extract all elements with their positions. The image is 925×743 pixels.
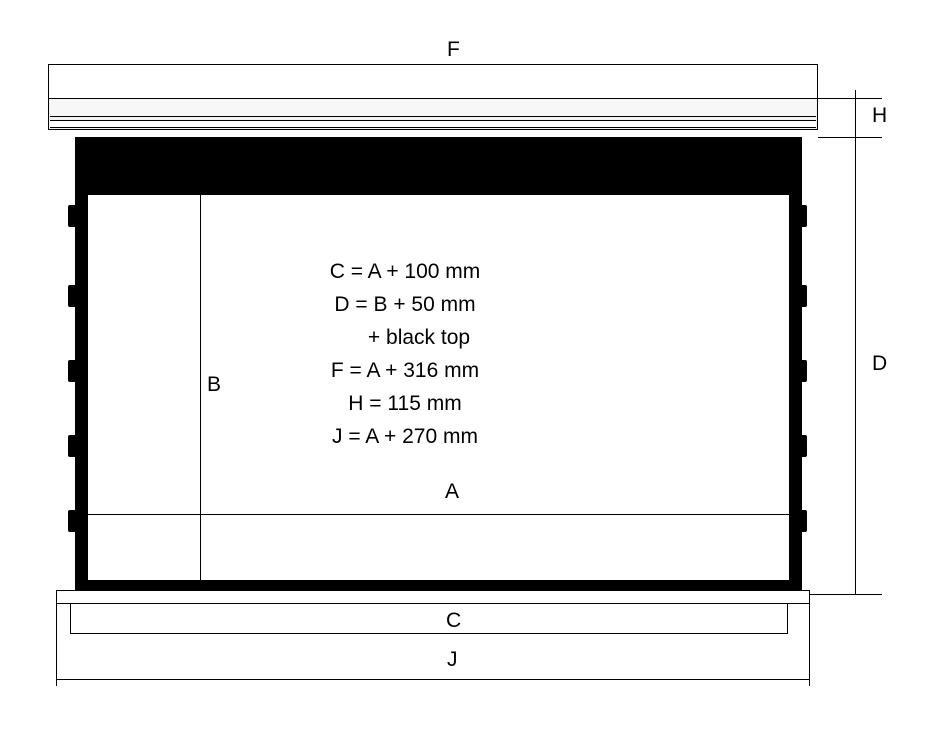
- casing-bottom-strip: [50, 120, 816, 128]
- formula-block: [255, 255, 555, 453]
- tension-tab-right-3: [793, 360, 807, 382]
- formula-line-black-top: + black top: [367, 326, 471, 349]
- dimension-leader-h-bottom: [818, 137, 882, 138]
- tension-tab-left-5: [68, 510, 82, 532]
- tension-tab-right-4: [793, 435, 807, 457]
- tension-tab-left-3: [68, 360, 82, 382]
- formula-line-c: C = A + 100 mm: [329, 260, 481, 283]
- dimension-tick-f-right: [817, 64, 818, 102]
- dimension-tick-c-right: [787, 604, 788, 634]
- tension-tab-left-1: [68, 205, 82, 227]
- tension-tab-right-5: [793, 510, 807, 532]
- formula-line-h: H = 115 mm: [348, 392, 462, 415]
- dimension-label-c: C: [446, 609, 462, 632]
- dimension-label-d: D: [872, 352, 888, 375]
- dimension-label-b: B: [207, 373, 222, 396]
- surface-guide-horizontal: [88, 514, 789, 515]
- dimension-leader-d-bottom: [810, 594, 882, 595]
- dimension-leader-h-top: [818, 98, 882, 99]
- dimension-label-a: A: [445, 480, 460, 503]
- tension-tab-right-1: [793, 205, 807, 227]
- tension-tab-left-4: [68, 435, 82, 457]
- bottom-weight-bar: [56, 590, 810, 604]
- dimension-line-c: [70, 633, 788, 634]
- dimension-line-h: [855, 90, 856, 144]
- formula-line-j: J = A + 270 mm: [332, 425, 478, 448]
- dimension-tick-j-left: [56, 604, 57, 686]
- dimension-tick-f-left: [48, 64, 49, 102]
- dimension-line-f: [48, 64, 818, 65]
- tension-tab-right-2: [793, 285, 807, 307]
- dimension-tick-j-right: [809, 604, 810, 686]
- casing-top-panel: [50, 100, 816, 117]
- dimension-label-h: H: [872, 104, 888, 127]
- formula-line-f: F = A + 316 mm: [330, 359, 480, 382]
- dimension-label-j: J: [447, 648, 458, 671]
- surface-guide-vertical: [200, 195, 201, 580]
- tension-tab-left-2: [68, 285, 82, 307]
- dimension-line-d: [855, 137, 856, 595]
- dimension-label-f: F: [447, 38, 460, 61]
- dimension-tick-c-left: [70, 604, 71, 634]
- dimension-line-j: [56, 679, 810, 680]
- formula-line-d: D = B + 50 mm: [334, 293, 476, 316]
